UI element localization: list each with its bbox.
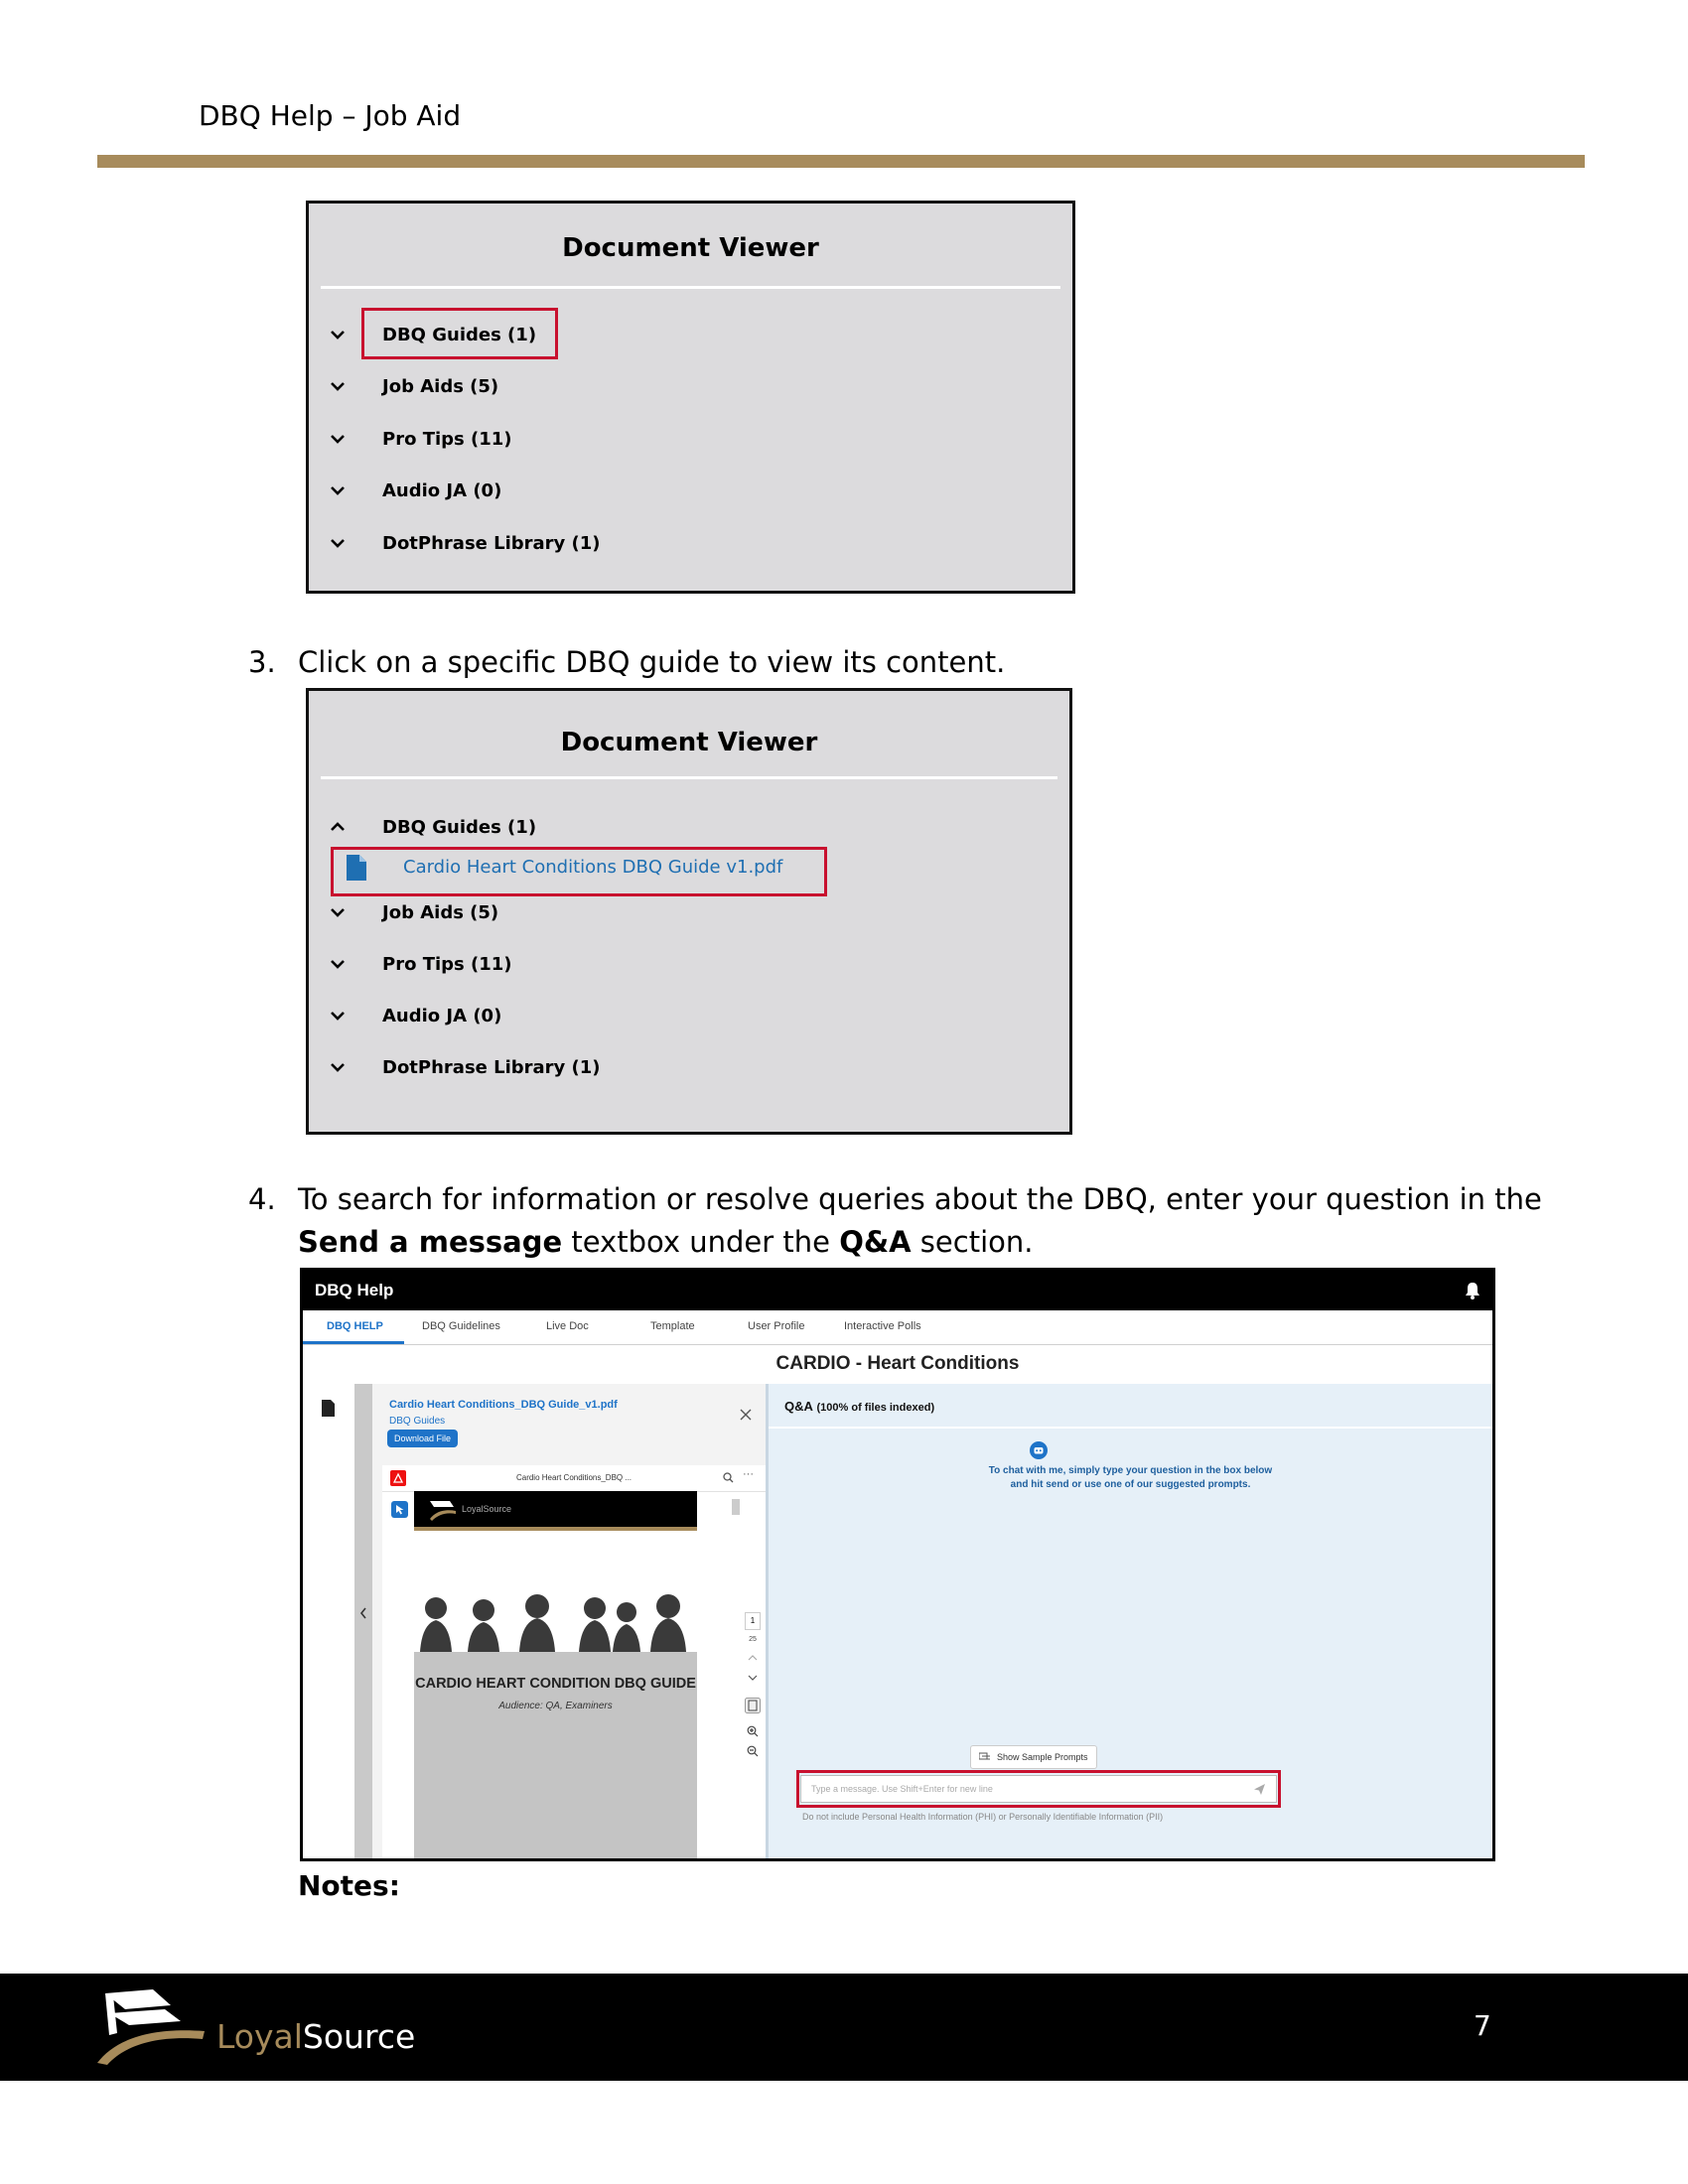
- notes-label: Notes:: [298, 1869, 400, 1902]
- qa-intro-line-2: and hit send or use one of our suggested prompts.: [1010, 1479, 1251, 1490]
- category-label: DotPhrase Library (1): [382, 533, 601, 554]
- chevron-down-icon: [327, 1056, 349, 1078]
- category-job-aids[interactable]: [309, 893, 1069, 933]
- chevron-left-icon[interactable]: [358, 1606, 368, 1620]
- category-job-aids[interactable]: [309, 367, 1072, 407]
- chevron-down-icon[interactable]: [748, 1674, 758, 1682]
- page-view-icon[interactable]: [745, 1698, 761, 1713]
- step-text-line-1: To search for information or resolve queries about the DBQ, enter your question in the: [298, 1182, 1542, 1216]
- category-label: Audio JA (0): [382, 1006, 502, 1026]
- highlight-box: [361, 308, 558, 359]
- qa-intro-line-1: To chat with me, simply type your question in the box below: [988, 1465, 1273, 1476]
- pdf-cover-audience: Audience: QA, Examiners: [498, 1701, 613, 1711]
- pdf-scrollbar[interactable]: [732, 1495, 740, 1861]
- chevron-down-icon: [327, 532, 349, 554]
- step-text-mid: textbox under the: [562, 1225, 840, 1259]
- tab-live-doc[interactable]: Live Doc: [546, 1320, 589, 1332]
- chevron-up-icon: [327, 816, 349, 838]
- file-link[interactable]: Cardio Heart Conditions DBQ Guide v1.pdf: [403, 857, 783, 878]
- pdf-scroll-thumb[interactable]: [732, 1499, 740, 1515]
- document-pane: [372, 1384, 766, 1861]
- category-label: DBQ Guides (1): [382, 325, 537, 345]
- pdf-page-banner: [414, 1491, 697, 1527]
- tab-dbq-help[interactable]: DBQ HELP: [327, 1320, 383, 1332]
- chatbot-icon: [1030, 1441, 1048, 1459]
- loyalsource-logo-icon: [428, 1499, 458, 1521]
- step-3: [248, 645, 1539, 685]
- category-dotphrase-library[interactable]: [309, 1048, 1069, 1088]
- tab-user-profile[interactable]: User Profile: [748, 1320, 805, 1332]
- document-viewer-collapsed: [306, 201, 1075, 594]
- download-file-button[interactable]: Download File: [387, 1430, 458, 1447]
- chevron-down-icon: [327, 901, 349, 923]
- zoom-out-icon[interactable]: [747, 1745, 759, 1757]
- pdf-side-tools: [744, 1612, 762, 1861]
- qa-divider: [769, 1427, 1492, 1429]
- category-label: Pro Tips (11): [382, 954, 512, 975]
- more-options-icon[interactable]: ···: [743, 1468, 754, 1480]
- pdf-brand-text: LoyalSource: [462, 1504, 512, 1514]
- qa-header: [784, 1399, 934, 1414]
- footer-brand-loyal: Loyal: [216, 2017, 303, 2056]
- category-audio-ja[interactable]: [309, 997, 1069, 1036]
- show-sample-prompts-label: Show Sample Prompts: [997, 1752, 1088, 1762]
- pdf-page: [414, 1491, 697, 1861]
- category-pro-tips[interactable]: [309, 945, 1069, 985]
- close-icon[interactable]: [740, 1409, 752, 1421]
- step-text: Click on a specific DBQ guide to view its content.: [298, 645, 1006, 679]
- step-text-line-2: [298, 1225, 1033, 1259]
- bell-icon[interactable]: [1465, 1282, 1480, 1299]
- pdf-gold-rule: [414, 1527, 697, 1531]
- cursor-icon: [395, 1504, 405, 1515]
- page-number-box[interactable]: 1: [745, 1612, 761, 1630]
- page-number: 7: [1474, 2009, 1491, 2042]
- highlight-box: [796, 1770, 1281, 1808]
- dbq-help-app-screenshot: [300, 1268, 1495, 1861]
- category-label: Pro Tips (11): [382, 429, 512, 450]
- step-number: 3.: [248, 645, 276, 679]
- page-footer: [0, 1974, 1688, 2081]
- message-placeholder: Type a message. Use Shift+Enter for new line: [811, 1784, 993, 1794]
- document-viewer-expanded: [306, 688, 1072, 1135]
- chevron-down-icon: [327, 479, 349, 501]
- left-rail: [303, 1384, 354, 1861]
- category-dotphrase-library[interactable]: [309, 524, 1072, 564]
- viewer-divider: [321, 286, 1060, 289]
- step-4: [248, 1182, 1542, 1272]
- tab-template[interactable]: Template: [650, 1320, 695, 1332]
- app-top-bar: [303, 1271, 1492, 1310]
- category-label: Audio JA (0): [382, 480, 502, 501]
- pdf-viewer: [382, 1465, 766, 1861]
- phi-disclaimer: Do not include Personal Health Information (PHI) or Personally Identifiable Information (PII): [802, 1812, 1164, 1822]
- pdf-cover-panel: [414, 1652, 697, 1861]
- document-filename: Cardio Heart Conditions_DBQ Guide_v1.pdf: [389, 1399, 618, 1411]
- category-label: Job Aids (5): [382, 376, 499, 397]
- search-icon[interactable]: [723, 1472, 734, 1483]
- highlight-box: [331, 847, 827, 896]
- page-total: 25: [749, 1636, 757, 1643]
- category-label: DotPhrase Library (1): [382, 1057, 601, 1078]
- viewer-title: Document Viewer: [562, 233, 819, 263]
- viewer-divider: [321, 776, 1057, 779]
- viewer-title: Document Viewer: [560, 728, 818, 757]
- qa-term: Q&A: [839, 1225, 912, 1259]
- qa-indexed-status: (100% of files indexed): [816, 1402, 935, 1414]
- show-sample-prompts-button[interactable]: [970, 1745, 1097, 1769]
- chevron-down-icon: [327, 1005, 349, 1026]
- collapse-strip[interactable]: [354, 1384, 372, 1861]
- zoom-in-icon[interactable]: [747, 1725, 759, 1737]
- page-heading: CARDIO - Heart Conditions: [775, 1353, 1020, 1374]
- document-icon[interactable]: [322, 1400, 335, 1417]
- category-audio-ja[interactable]: [309, 472, 1072, 511]
- people-photo: [414, 1586, 697, 1652]
- step-number: 4.: [248, 1182, 276, 1216]
- category-label: Job Aids (5): [382, 902, 499, 923]
- chevron-down-icon: [327, 428, 349, 450]
- qa-pane: [766, 1384, 1492, 1861]
- prompts-icon: [979, 1752, 991, 1762]
- select-tool-button[interactable]: [391, 1501, 408, 1518]
- document-category: DBQ Guides: [389, 1416, 446, 1427]
- category-pro-tips[interactable]: [309, 420, 1072, 460]
- category-dbq-guides[interactable]: [309, 808, 1069, 848]
- footer-brand-source: Source: [302, 2017, 416, 2056]
- chevron-up-icon[interactable]: [748, 1654, 758, 1662]
- chevron-down-icon: [327, 375, 349, 397]
- send-message-term: Send a message: [298, 1225, 563, 1259]
- app-tabs: [303, 1310, 1492, 1345]
- qa-title: Q&A: [784, 1399, 813, 1414]
- chevron-down-icon: [327, 953, 349, 975]
- pdf-viewer-filename: Cardio Heart Conditions_DBQ ...: [515, 1473, 633, 1482]
- step-text-end: section.: [911, 1225, 1034, 1259]
- footer-brand: [216, 2017, 415, 2056]
- tab-dbq-guidelines[interactable]: DBQ Guidelines: [422, 1320, 500, 1332]
- app-title: DBQ Help: [315, 1281, 394, 1299]
- pdf-toolbar: [382, 1465, 766, 1492]
- category-label: DBQ Guides (1): [382, 817, 537, 838]
- loyalsource-logo-icon: [95, 1987, 207, 2067]
- document-header-title: DBQ Help – Job Aid: [199, 99, 462, 132]
- chevron-down-icon: [327, 324, 349, 345]
- header-divider: [97, 155, 1585, 168]
- pdf-cover-title: CARDIO HEART CONDITION DBQ GUIDE: [415, 1676, 696, 1692]
- tab-interactive-polls[interactable]: Interactive Polls: [844, 1320, 921, 1332]
